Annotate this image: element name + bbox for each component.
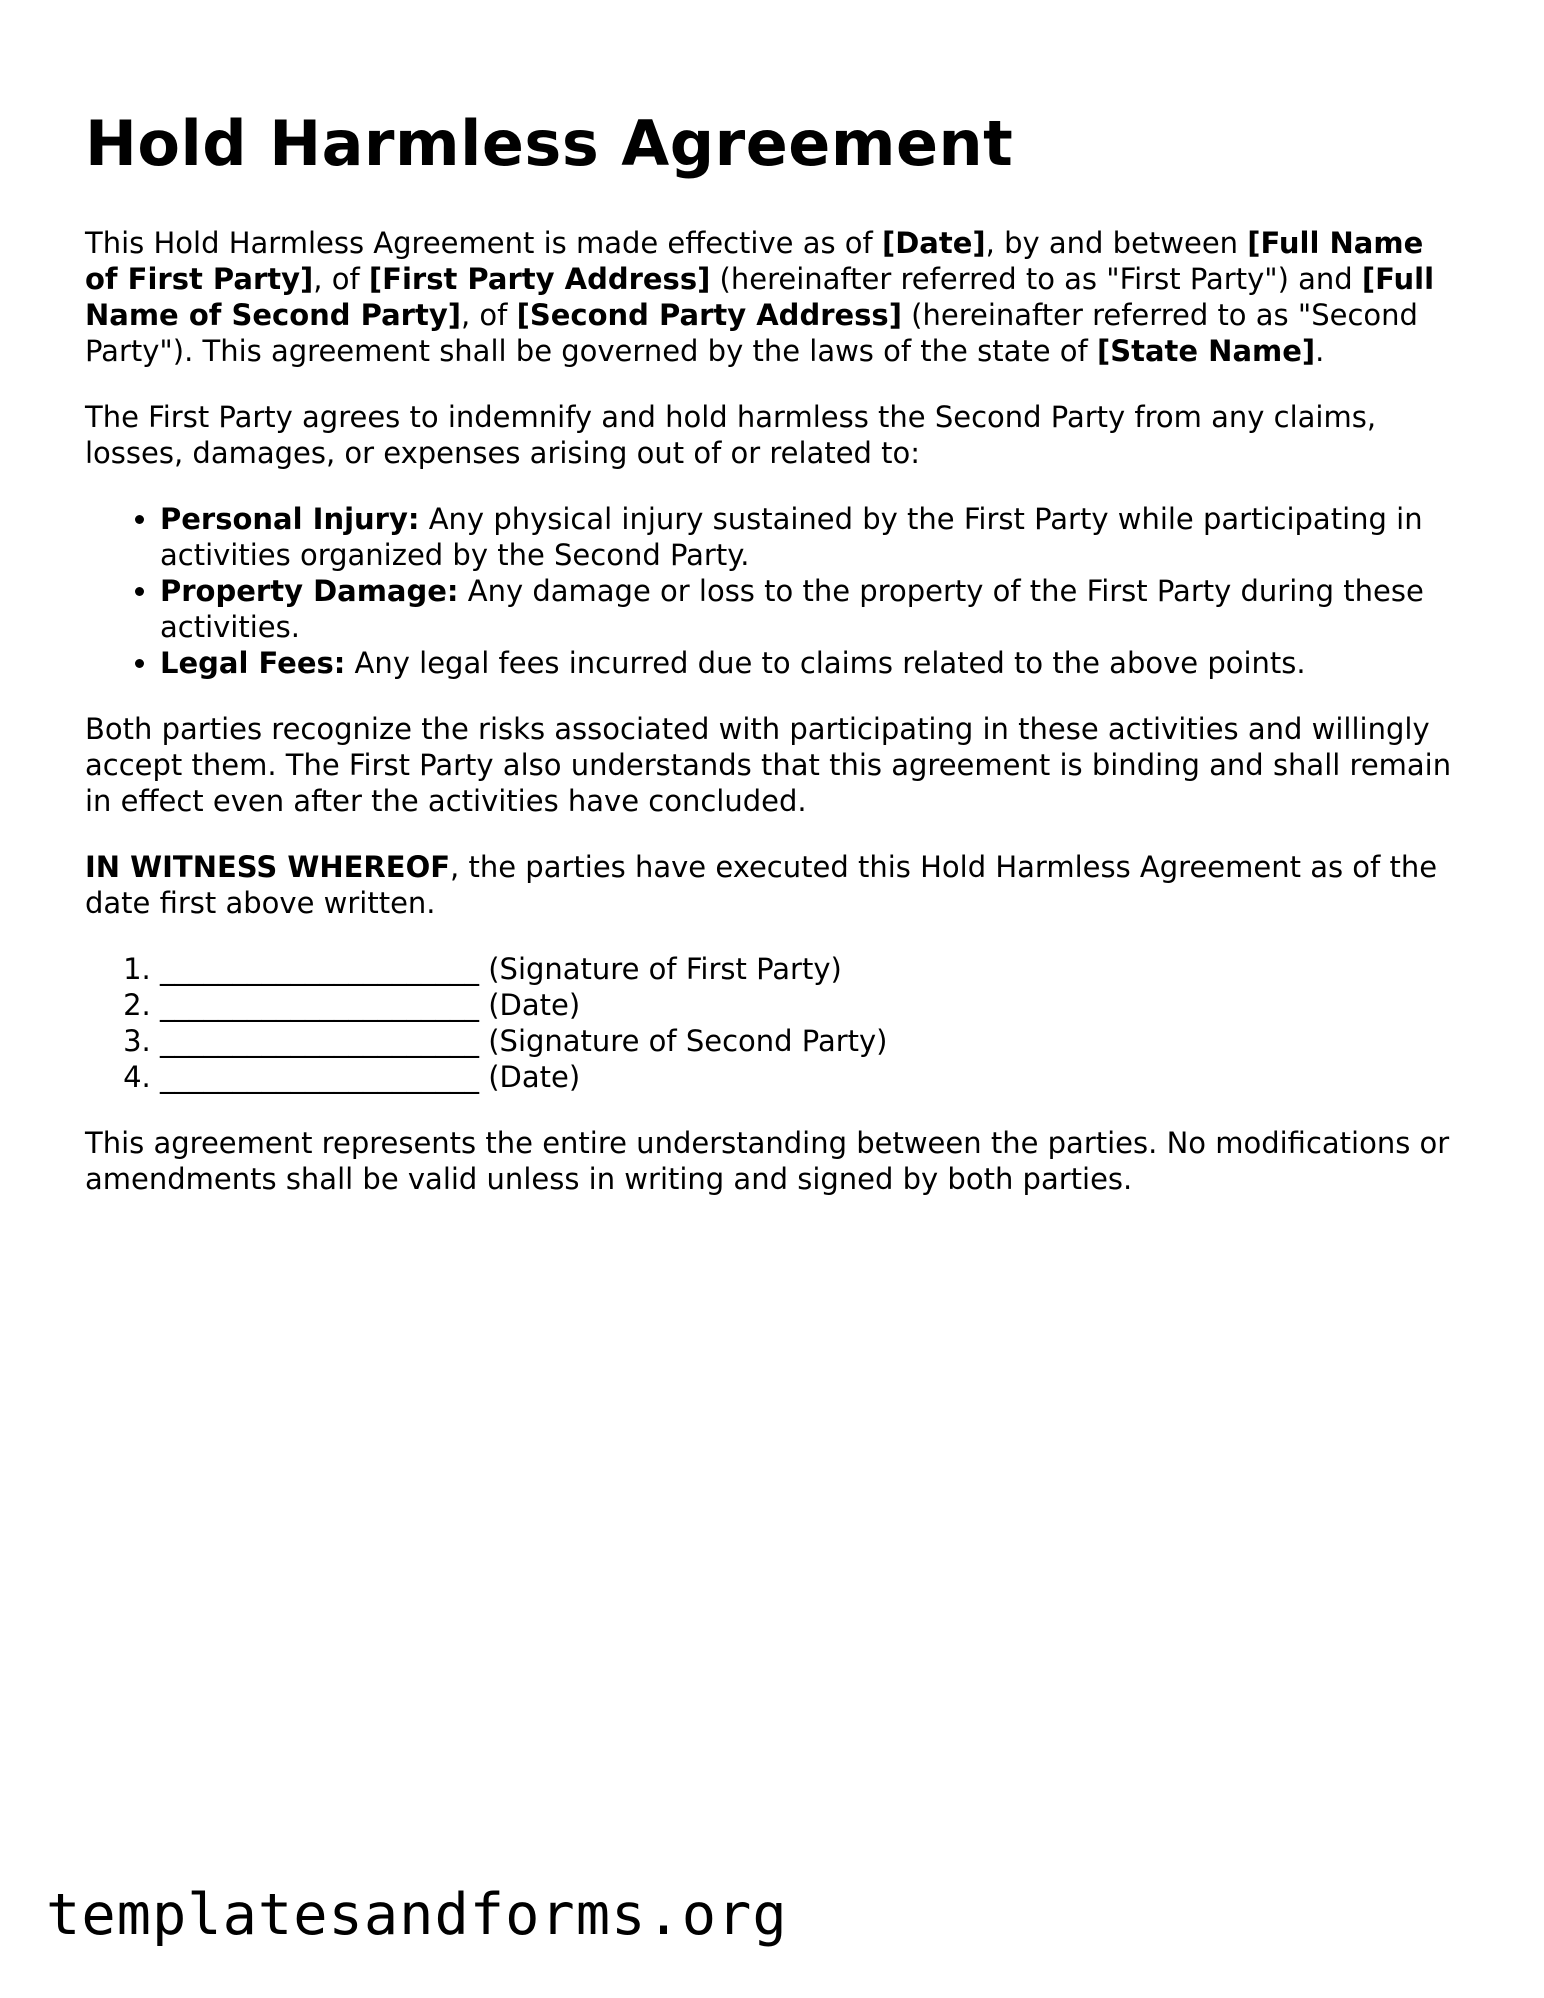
indemnify-paragraph: The First Party agrees to indemnify and hold harmless the Second Party from any claims, losses, damages, or expenses arising out of or related to: xyxy=(85,400,1377,470)
intro-text-3: , of xyxy=(313,262,369,296)
witness-paragraph xyxy=(85,849,1460,921)
clause-personal-injury xyxy=(160,501,1460,573)
intro-text-5: , of xyxy=(461,298,517,332)
document-page xyxy=(85,105,1460,1227)
document-title: Hold Harmless Agreement xyxy=(85,107,1014,180)
intro-text-1: This Hold Harmless Agreement is made effective as of xyxy=(85,226,882,260)
first-party-name-placeholder: [Full Name of First Party] xyxy=(85,226,1424,296)
intro-text-4: (hereinafter referred to as "First Party") and xyxy=(710,262,1362,296)
clause-text: Any legal fees incurred due to claims related to the above points. xyxy=(345,646,1306,680)
signature-line-second-party: 3. ______________________ (Signature of Second Party) xyxy=(160,1023,1460,1059)
intro-text-6: (hereinafter referred to as "Second Party"). This agreement shall be governed by the laws of the state of xyxy=(85,298,1418,368)
signature-line-first-party: 1. ______________________ (Signature of First Party) xyxy=(160,951,1460,987)
intro-text-2: , by and between xyxy=(985,226,1248,260)
intro-paragraph xyxy=(85,225,1460,369)
clause-text: Any physical injury sustained by the First Party while participating in activities organized by the Second Party. xyxy=(160,502,1423,572)
first-party-address-placeholder: [First Party Address] xyxy=(368,262,711,296)
clause-term: Personal Injury: xyxy=(160,502,420,536)
closing-paragraph: This agreement represents the entire understanding between the parties. No modifications or amendments shall be valid unless in writing and signed by both parties. xyxy=(85,1126,1450,1196)
clause-list xyxy=(85,501,1460,681)
second-party-name-placeholder: [Full Name of Second Party] xyxy=(85,262,1435,332)
signature-list xyxy=(85,951,1460,1095)
date-line-second-party: 4. ______________________ (Date) xyxy=(160,1059,1460,1095)
witness-text: , the parties have executed this Hold Harmless Agreement as of the date first above written. xyxy=(85,850,1438,920)
risks-paragraph: Both parties recognize the risks associated with participating in these activities and willingly accept them. The First Party also understands that this agreement is binding and shall remain in effect even after the activities have concluded. xyxy=(85,712,1452,818)
clause-term: Legal Fees: xyxy=(160,646,346,680)
clause-text: Any damage or loss to the property of the First Party during these activities. xyxy=(160,574,1424,644)
date-placeholder: [Date] xyxy=(881,226,986,260)
intro-text-7: . xyxy=(1315,334,1325,368)
date-line-first-party: 2. ______________________ (Date) xyxy=(160,987,1460,1023)
clause-property-damage xyxy=(160,573,1460,645)
clause-legal-fees xyxy=(160,645,1460,681)
clause-term: Property Damage: xyxy=(160,574,459,608)
state-name-placeholder: [State Name] xyxy=(1096,334,1316,368)
site-watermark: templatesandforms.org xyxy=(46,1882,788,1948)
witness-heading: IN WITNESS WHEREOF xyxy=(85,850,451,884)
second-party-address-placeholder: [Second Party Address] xyxy=(516,298,902,332)
